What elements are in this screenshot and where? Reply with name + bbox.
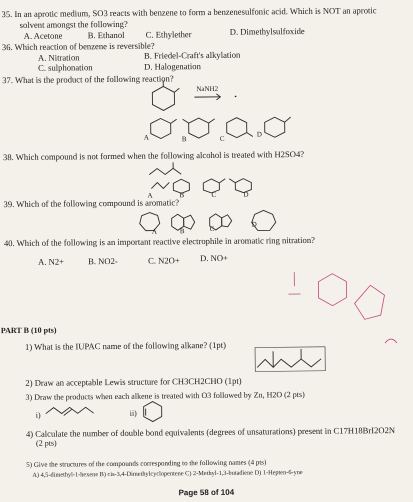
q40-option-a: A. N2+ xyxy=(38,256,64,266)
q40-option-d: D. NO+ xyxy=(200,253,228,263)
q38-text: 38. Which compound is not formed when the following alcohol is treated with H2SO4? xyxy=(3,149,304,162)
q36-option-a: A. Nitration xyxy=(38,52,80,62)
q35-option-d: D. Dimethylsulfoxide xyxy=(230,26,305,37)
part-b-q4-points: (2 pts) xyxy=(36,439,57,449)
q37-reactant-structure xyxy=(148,84,178,110)
q38-option-d: D xyxy=(243,190,248,200)
q38-option-a: A xyxy=(147,191,152,201)
q35-option-b: B. Ethanol xyxy=(88,30,125,40)
q1-alkane-skeleton xyxy=(257,347,327,372)
q37-option-a: A xyxy=(144,133,149,143)
part-b-q5-names: A) 4,5-dimethyl-1-hexene B) cis-3,4-Dimethylcyclopentene C) 2-Methyl-1,3-butadiene D) 1-Hepten-6-yne xyxy=(32,468,302,481)
q3-label-i: i) xyxy=(36,411,41,421)
q37-option-b: B xyxy=(182,134,187,144)
part-b-q3: 3) Draw the products when each alkene is treated with O3 followed by Zn, H2O (2 pts) xyxy=(25,390,304,403)
q39-option-b: B xyxy=(180,226,185,236)
handwritten-scribbles xyxy=(280,263,411,354)
q37-option-d: D xyxy=(257,129,262,139)
q35-text-cont: solvent amongst the following? xyxy=(20,19,128,30)
q39-option-d: D xyxy=(252,219,257,229)
q39-option-c: C xyxy=(210,224,215,234)
part-b-q1: 1) What is the IUPAC name of the following alkane? (1pt) xyxy=(25,340,226,352)
q36-option-b: B. Friedel-Craft's alkylation xyxy=(144,50,240,61)
part-b-q4: 4) Calculate the number of double bond equivalents (degrees of unsaturations) present in C17H18BrI2O2N xyxy=(26,425,395,439)
q37-reaction-arrow xyxy=(194,94,224,100)
q40-text: 40. Which of the following is an important reactive electrophile in aromatic ring nitration? xyxy=(4,235,315,248)
q40-option-c: C. N2O+ xyxy=(148,255,180,265)
q35-option-c: C. Ethylether xyxy=(146,29,192,39)
q35-option-a: A. Acetone xyxy=(24,30,63,40)
q39-option-a: A xyxy=(152,227,157,237)
q37-option-c: C xyxy=(220,134,225,144)
q37-text: 37. What is the product of the following reaction? xyxy=(2,73,174,85)
q3-alkene-ii xyxy=(142,400,164,422)
q39-text: 39. Which of the following compound is aromatic? xyxy=(3,197,179,209)
q38-option-b: B xyxy=(179,190,184,200)
part-b-q5: 5) Give the structures of the compounds corresponding to the following names (4 pts) xyxy=(26,457,266,470)
part-b-q2: 2) Draw an acceptable Lewis structure for CH3CH2CHO (1pt) xyxy=(25,376,241,388)
q40-option-b: B. NO2- xyxy=(88,256,118,266)
part-b-heading: PART B (10 pts) xyxy=(1,326,57,337)
q37-reaction-dot: • xyxy=(234,92,237,102)
q37-reagent: NaNH2 xyxy=(196,84,218,94)
q3-label-ii: ii) xyxy=(130,409,137,419)
q35-text: 35. In an aprotic medium, SO3 reacts with benzene to form a benzenesulfonic acid. Which is NOT an aprotic xyxy=(1,5,376,19)
q36-option-c: C. sulphonation xyxy=(38,62,93,73)
q38-option-c: C xyxy=(211,190,216,200)
q3-alkene-i xyxy=(46,403,102,418)
q36-text: 36. Which reaction of benzene is reversible? xyxy=(2,41,155,53)
q36-option-d: D. Halogenation xyxy=(144,61,201,72)
page-number: Page 58 of 104 xyxy=(178,488,234,499)
